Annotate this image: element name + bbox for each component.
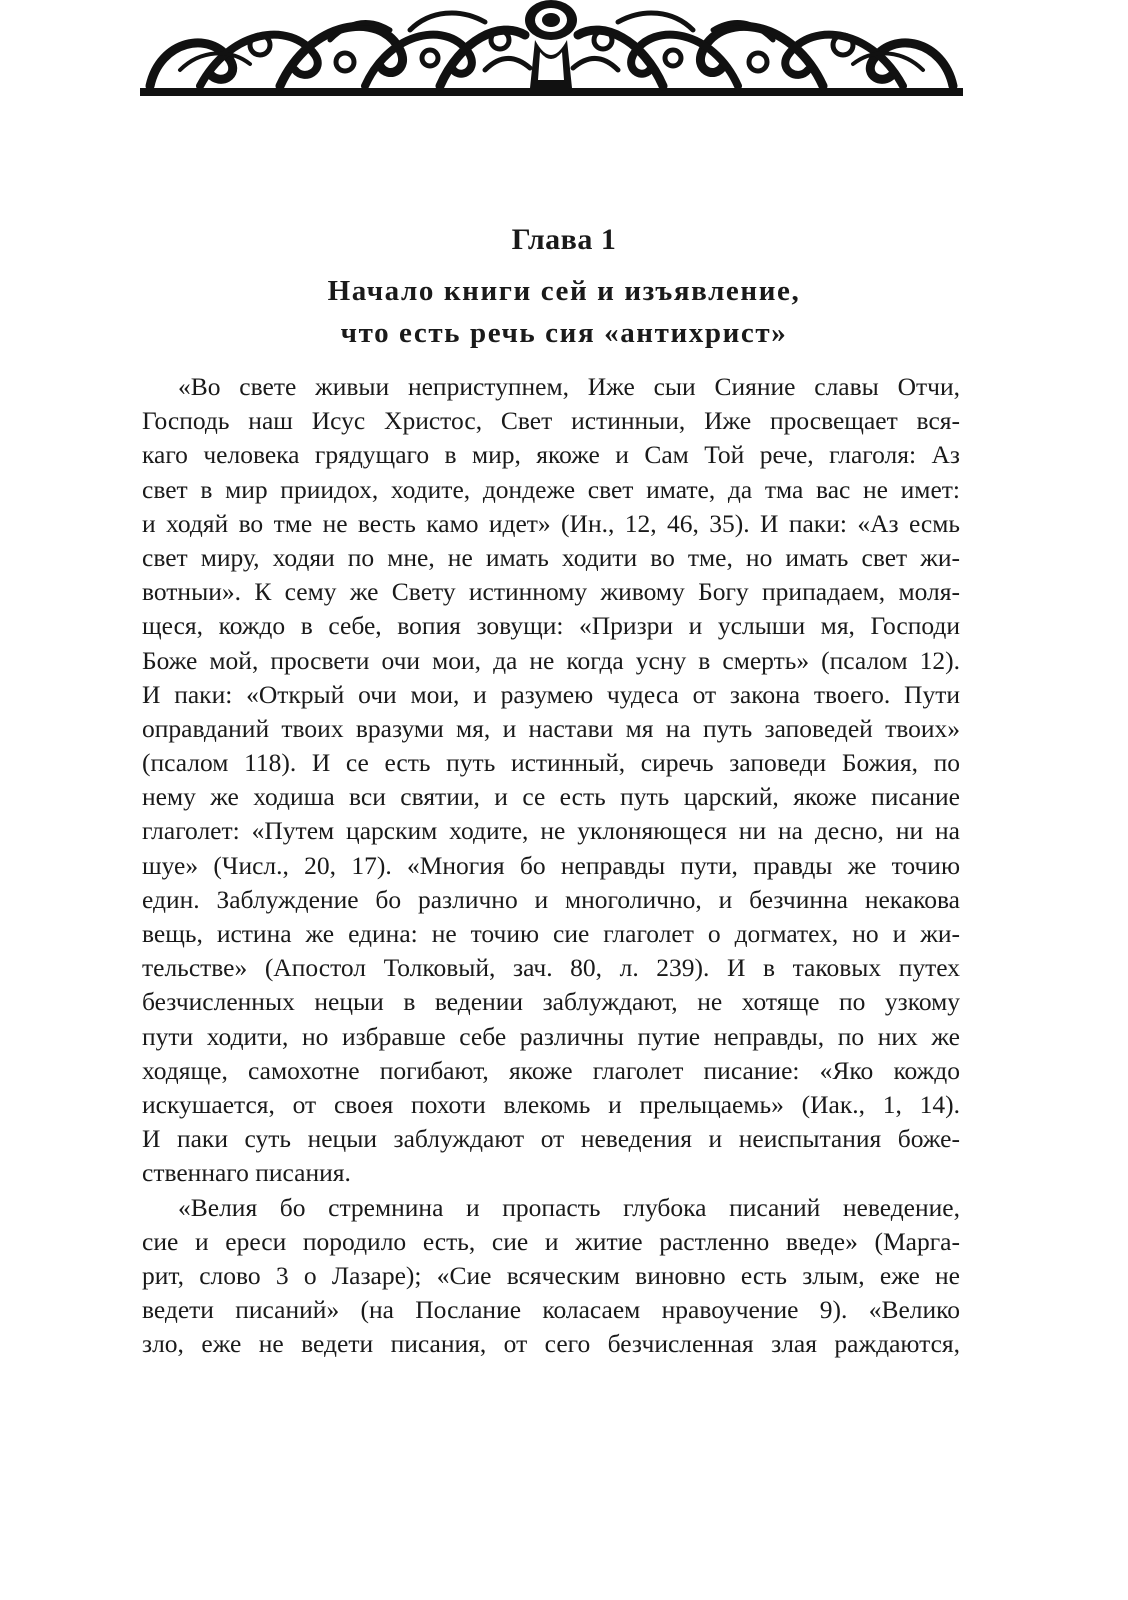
text-line: И паки: «Открый очи мои, и разумею чудеса от закона твоего. Пути: [142, 679, 960, 709]
text-line: сие и ереси породило есть, сие и житие растленно введе» (Марга-: [142, 1226, 960, 1256]
chapter-body: [142, 370, 960, 1361]
text-line: ственнаго писания.: [142, 1158, 351, 1188]
text-line: пути ходити, но избравше себе различны путие неправды, по них же: [142, 1021, 960, 1051]
text-line: един. Заблуждение бо различно и многолично, и безчинна некакова: [142, 884, 960, 914]
text-line: вещь, истина же едина: не точию сие глаголет о догматех, но и жи-: [142, 919, 960, 948]
text-line: И паки суть нецыи заблуждают от неведения и неиспытания боже-: [142, 1124, 960, 1154]
text-line: тельстве» (Апостол Толковый, зач. 80, л. 239). И в таковых путех: [142, 953, 960, 983]
text-line: Боже мой, просвети очи мои, да не когда усну в смерть» (псалом 12).: [142, 645, 960, 675]
text-line: щеся, кождо в себе, вопия зовущи: «Призри и услыши мя, Господи: [142, 611, 960, 641]
text-line: нему же ходиша вси святии, и се есть путь царский, якоже писание: [142, 782, 960, 812]
text-line: ходяще, самохотне погибают, якоже глаголет писание: «Яко кождо: [142, 1055, 960, 1085]
decorative-header-ornament: [140, 0, 963, 96]
text-line: (псалом 118). И се есть путь истинный, сиречь заповеди Божия, по: [142, 748, 960, 778]
paragraph: [142, 1191, 960, 1362]
text-line: зло, еже не ведети писания, от сего безчисленная злая раждаются,: [142, 1329, 960, 1359]
chapter-number: Глава 1: [511, 223, 617, 256]
text-line: свет миру, ходяи по мне, не имать ходити во тме, но имать свет жи-: [142, 542, 960, 572]
text-line: шуе» (Числ., 20, 17). «Многия бо неправды пути, правды же точию: [142, 850, 960, 880]
chapter-title: [0, 270, 1128, 354]
text-line: свет в мир приидох, ходите, дондеже свет имате, да тма вас не имет:: [142, 474, 960, 504]
text-line: рит, слово 3 о Лазаре); «Сие всяческим виновно есть злым, еже не: [142, 1260, 960, 1290]
text-line: каго человека грядущаго в мир, якоже и Сам Той рече, глаголя: Аз: [142, 440, 960, 470]
chapter-title-line: что есть речь сия «антихрист»: [340, 317, 788, 349]
text-line: вотныи». К сему же Свету истинному живому Богу припадаем, моля-: [142, 577, 960, 607]
text-line: оправданий твоих вразуми мя, и настави мя на путь заповедей твоих»: [142, 713, 960, 743]
text-line: «Во свете живыи неприступнем, Иже сыи Сияние славы Отчи,: [178, 372, 960, 401]
paragraph: [142, 370, 960, 1191]
text-line: глаголет: «Путем царским ходите, не уклоняющеся ни на десно, ни на: [142, 816, 960, 846]
text-line: ведети писаний» (на Послание коласаем нравоучение 9). «Велико: [142, 1295, 960, 1325]
text-line: Господь наш Исус Христос, Свет истинныи, Иже просвещает вся-: [142, 406, 960, 436]
text-line: искушается, от своея похоти влекомь и прелыцаемь» (Иак., 1, 14).: [142, 1089, 960, 1119]
text-line: безчисленных нецыи в ведении заблуждают, не хотяще по узкому: [142, 987, 960, 1017]
text-line: и ходяй во тме не весть камо идет» (Ин., 12, 46, 35). И паки: «Аз есмь: [142, 508, 960, 538]
chapter-title-line: Начало книги сей и изъявление,: [327, 275, 801, 307]
text-line: «Велия бо стремнина и пропасть глубока писаний неведение,: [178, 1192, 960, 1222]
